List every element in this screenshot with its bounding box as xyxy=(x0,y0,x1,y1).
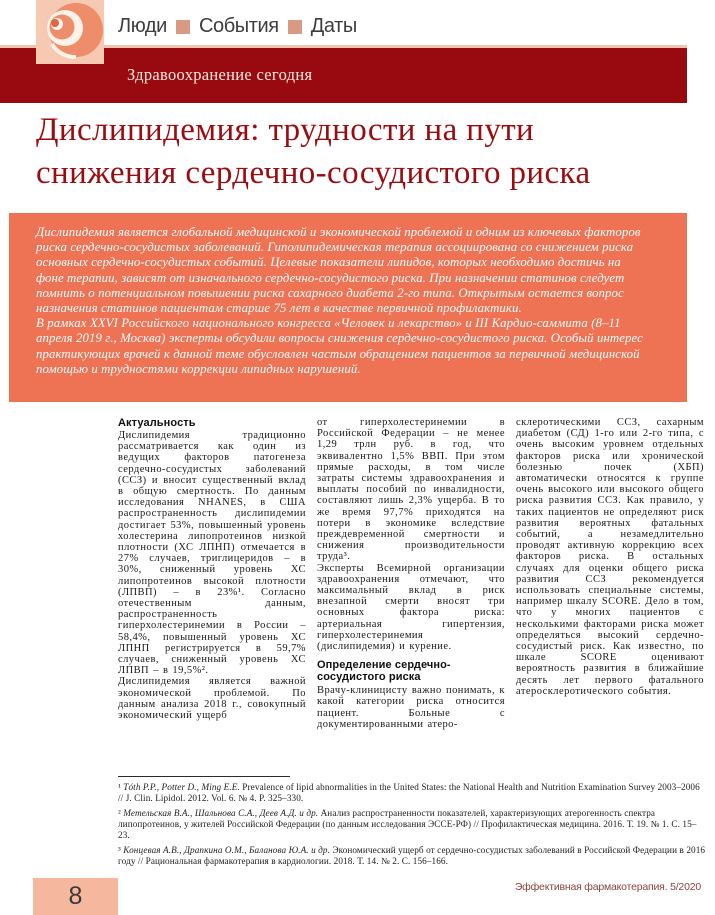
nav-item-events: События xyxy=(198,14,279,37)
footnote-marker: ¹ xyxy=(118,782,121,792)
footnote-text: Экономический ущерб от сердечно-сосудистых заболеваний в Российской Федерации в 2016 году // Рациональная фармакотерапия в кардиологии. 2018. Т. 14. № 2. С. 156–166. xyxy=(118,845,706,866)
journal-swirl-logo-icon xyxy=(36,0,104,64)
body-paragraph: Врачу-клиницисту важно понимать, к какой категории риска относится пациент. Больные с документированными атеро- xyxy=(317,685,505,730)
column-1 xyxy=(118,417,306,730)
column-2 xyxy=(317,417,505,730)
footnotes xyxy=(118,782,706,871)
nav-separator-square xyxy=(288,20,302,34)
footnote-authors: Метельская В.А., Шальнова С.А., Деев А.Д. и др. xyxy=(123,808,319,818)
footnote-text: Анализ распространенности показателей, характеризующих атерогенность спектра липопротеинов, у жителей Российской Федерации (по данным исследования ЭССЕ-РФ) // Профилактическая медицина. 2016. Т. 19. № 1. С. 15–23. xyxy=(118,808,697,840)
footnote-authors: Концевая А.В., Драпкина О.М., Баланова Ю.А. и др. xyxy=(123,845,331,855)
body-paragraph: от гиперхолестеринемии в Российской Федерации – не менее 1,29 трлн руб. в год, что эквивалентно 1,5% ВВП. При этом прямые расходы, в том числе затраты системы здравоохранения и выплаты пособий по инвалидности, составляют лишь 2,3% ущерба. В то же время 97,7% приходятся на потери в экономике вследствие преждевременной смертности и снижения производительности труда³. xyxy=(317,417,505,563)
lead-paragraph: Дислипидемия является глобальной медицинской и экономической проблемой и одним из ключевых факторов риска сердечно-сосудистых заболеваний. Гиполипидемическая терапия ассоциирована со снижением риска основных сердечно-сосудистых событий. Целевые показатели липидов, которых необходимо достичь на фоне терапии, зависят от изначального сердечно-сосудистого риска. При назначении статинов следует помнить о потенциальном повышении риска сахарного диабета 2-го типа. Открытым остается вопрос назначения статинов пациентам старше 75 лет в качестве первичной профилактики. xyxy=(36,225,641,316)
page-number: 8 xyxy=(68,882,83,910)
footnote-2 xyxy=(118,808,706,841)
journal-reference: Эффективная фармакотерапия. 5/2020 xyxy=(514,881,701,893)
body-paragraph: Дислипидемия является важной экономической проблемой. По данным анализа 2018 г., совокупный экономический ущерб xyxy=(118,676,306,722)
section-title: Здравоохранение сегодня xyxy=(127,65,313,84)
footnote-marker: ³ xyxy=(118,845,121,855)
section-heading-relevance: Актуальность xyxy=(118,417,196,429)
section-heading-risk-definition: Определение сердечно-сосудистого риска xyxy=(317,659,451,684)
footnote-text: Prevalence of lipid abnormalities in the United States: the National Health and Nutrition Examination Survey 2003–2006 // J. Clin. Lipidol. 2012. Vol. 6. № 4. P. 325–330. xyxy=(118,782,700,803)
footnote-rule xyxy=(118,776,290,777)
lead-abstract-box xyxy=(9,213,687,402)
article-title: Дислипидемия: трудности на пути снижения сердечно-сосудистого риска xyxy=(36,112,591,191)
lead-paragraph: В рамках XXVI Российского национального конгресса «Человек и лекарство» и III Кардио-саммита (8–11 апреля 2019 г., Москва) эксперты обсудили вопросы снижения сердечно-сосудистого риска. Особый интерес практикующих врачей к данной теме обусловлен частым обращением пациентов за первичной медицинской помощью и трудностями коррекции липидных нарушений. xyxy=(36,316,643,376)
article-body xyxy=(118,417,704,730)
journal-logo xyxy=(36,0,104,64)
footnote-authors: Tóth P.P., Potter D., Ming E.E. xyxy=(123,782,240,792)
body-paragraph: склеротическими ССЗ, сахарным диабетом (СД) 1-го или 2-го типа, с очень высоким уровнем отдельных факторов риска или хронической болезнью почек (ХБП) автоматически относятся к группе очень высокого или высокого общего риска развития ССЗ. Как правило, у таких пациентов не определяют риск развития вероятных фатальных событий, а незамедлительно проводят активную коррекцию всех факторов риска. В остальных случаях для оценки общего риска развития ССЗ рекомендуется использовать специальные системы, например шкалу SCORE. Дело в том, что у многих пациентов с несколькими факторами риска может определяться высокий сердечно-сосудистый риск. Как известно, по шкале SCORE оценивают вероятность развития в ближайшие десять лет первого фатального атеросклеротического события. xyxy=(516,417,704,697)
nav-separator-square xyxy=(176,20,190,34)
footnote-3 xyxy=(118,845,706,867)
body-paragraph: Эксперты Всемирной организации здравоохранения отмечают, что максимальный вклад в риск внезапной смерти вносят три основных фактора риска: артериальная гипертензия, гиперхолестеринемия (дислипидемия) и курение. xyxy=(317,562,505,653)
nav-item-dates: Даты xyxy=(310,14,357,37)
header-nav xyxy=(118,13,357,39)
footnote-1 xyxy=(118,782,706,804)
footnote-marker: ² xyxy=(118,808,121,818)
nav-item-people: Люди xyxy=(118,14,167,37)
body-paragraph: Дислипидемия традиционно рассматривается как один из ведущих факторов патогенеза сердечно-сосудистых заболеваний (ССЗ) и вносит существенный вклад в общую смертность. По данным исследования NHANES, в США распространенность дислипидемии достигает 53%, повышенный уровень холестерина липопротеинов низкой плотности (ХС ЛПНП) отмечается в 27% случаев, триглицеридов – в 30%, сниженный уровень ХС липопротеинов высокой плотности (ЛПВП) – в 23%¹. Согласно отечественным данным, распространенность гиперхолестеринемии в России – 58,4%, повышенный уровень ХС ЛПНП регистрируется в 59,7% случаев, сниженный уровень ХС ЛПВП – в 19,5%². xyxy=(118,430,306,677)
column-3 xyxy=(516,417,704,730)
page-number-box xyxy=(33,878,118,915)
